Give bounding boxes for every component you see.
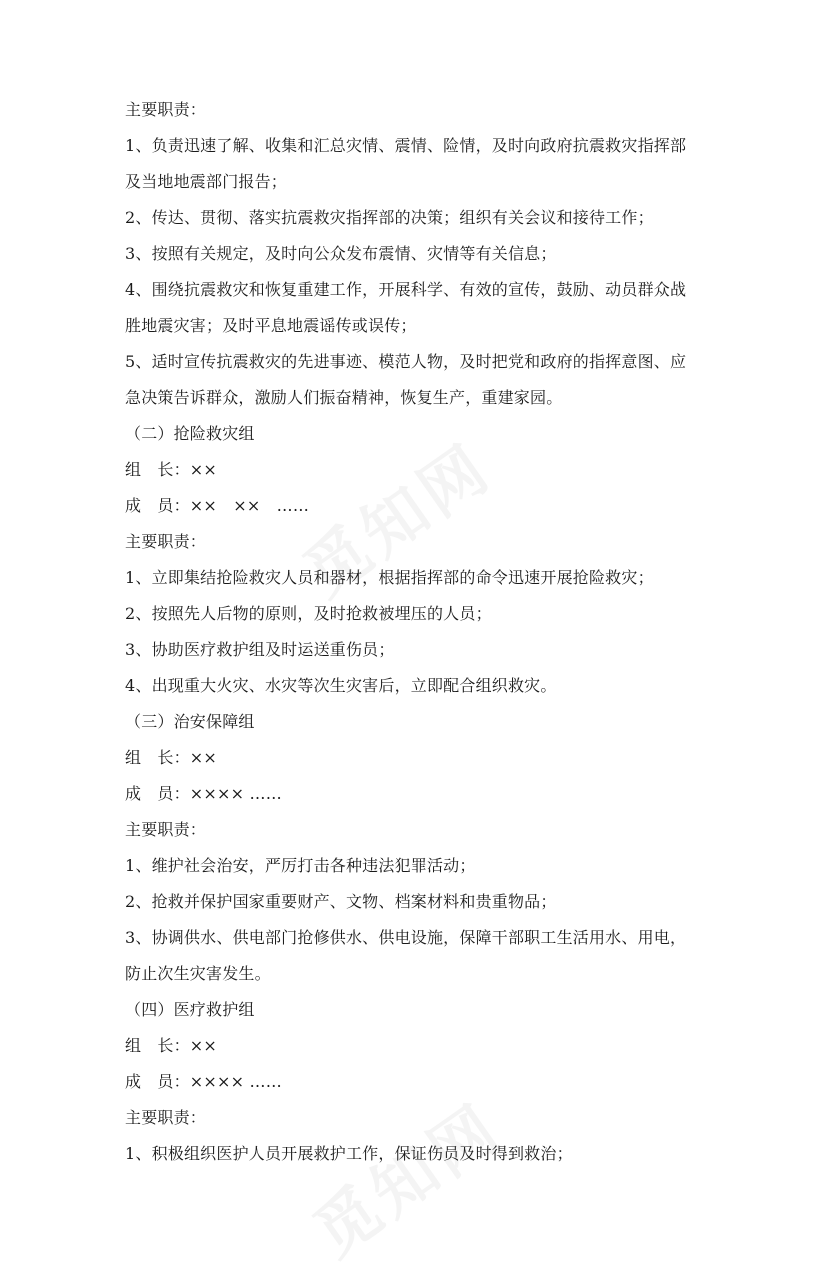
- paragraph-line: 1、积极组织医护人员开展救护工作，保证伤员及时得到救治；: [125, 1144, 573, 1163]
- paragraph-line: 3、协调供水、供电部门抢修供水、供电设施，保障干部职工生活用水、用电，: [125, 928, 687, 947]
- paragraph-line: 4、出现重大火灾、水灾等次生灾害后，立即配合组织救灾。: [125, 676, 557, 695]
- group-members: 成 员：×××× ……: [125, 784, 282, 803]
- paragraph-line: 2、传达、贯彻、落实抗震救灾指挥部的决策；组织有关会议和接待工作；: [125, 208, 654, 227]
- paragraph-line: 急决策告诉群众，激励人们振奋精神，恢复生产，重建家园。: [125, 388, 563, 407]
- paragraph-line: 3、协助医疗救护组及时运送重伤员；: [125, 640, 395, 659]
- group-members: 成 员：×× ×× ……: [125, 496, 310, 515]
- group-leader: 组 长：××: [125, 460, 218, 479]
- paragraph-line: 4、围绕抗震救灾和恢复重建工作，开展科学、有效的宣传，鼓励、动员群众战: [125, 280, 687, 299]
- paragraph-line: 3、按照有关规定，及时向公众发布震情、灾情等有关信息；: [125, 244, 557, 263]
- paragraph-line: 及当地地震部门报告；: [125, 172, 288, 191]
- group-heading: （三）治安保障组: [125, 712, 255, 731]
- paragraph-line: 1、负责迅速了解、收集和汇总灾情、震情、险情，及时向政府抗震救灾指挥部: [125, 136, 687, 155]
- group-leader: 组 长：××: [125, 748, 218, 767]
- paragraph-line: 1、维护社会治安，严厉打击各种违法犯罪活动；: [125, 856, 476, 875]
- section-heading: 主要职责：: [125, 1108, 207, 1127]
- section-heading: 主要职责：: [125, 820, 207, 839]
- paragraph-line: 胜地震灾害；及时平息地震谣传或误传；: [125, 316, 417, 335]
- paragraph-line: 2、按照先人后物的原则，及时抢救被埋压的人员；: [125, 604, 492, 623]
- paragraph-line: 5、适时宣传抗震救灾的先进事迹、模范人物，及时把党和政府的指挥意图、应: [125, 352, 687, 371]
- paragraph-line: 1、立即集结抢险救灾人员和器材，根据指挥部的命令迅速开展抢险救灾；: [125, 568, 654, 587]
- paragraph-line: 2、抢救并保护国家重要财产、文物、档案材料和贵重物品；: [125, 892, 557, 911]
- section-heading: 主要职责：: [125, 100, 207, 119]
- group-heading: （二）抢险救灾组: [125, 424, 255, 443]
- group-heading: （四）医疗救护组: [125, 1000, 255, 1019]
- group-members: 成 员：×××× ……: [125, 1072, 282, 1091]
- paragraph-line: 防止次生灾害发生。: [125, 964, 271, 983]
- group-leader: 组 长：××: [125, 1036, 218, 1055]
- section-heading: 主要职责：: [125, 532, 207, 551]
